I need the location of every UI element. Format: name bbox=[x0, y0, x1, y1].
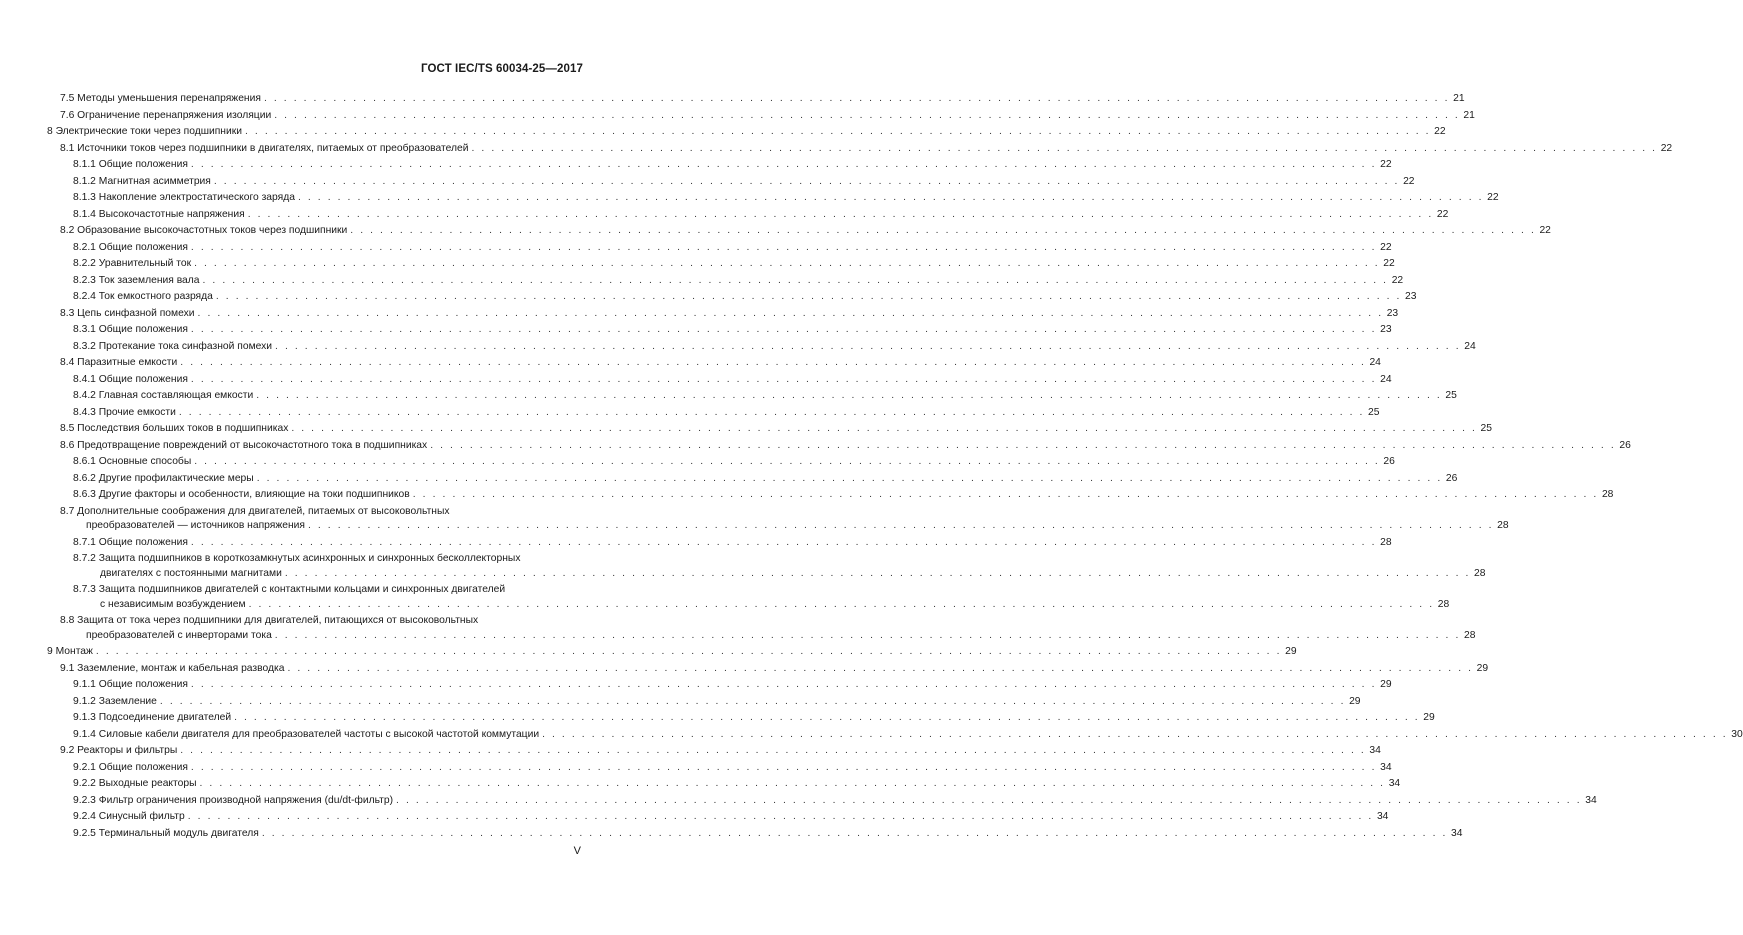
toc-entry-title: 8.6.1 Основные способы bbox=[73, 456, 192, 467]
toc-entry bbox=[0, 613, 1476, 644]
toc-entry-title: 8.3.1 Общие положения bbox=[73, 324, 188, 335]
dot-leader: . . . . . . . . . . . . . . . . . . . . . . . . . . . . . . . . . . . . . . . . . . . . . . . . . . . . . . . . . . . . . . . . . . . . . . . . . . . . . . . . . . . . . . . . . . . . . . . . . . . . . . . . . . . . . . . . . . . . . . . . bbox=[284, 567, 1471, 579]
toc-page-number: 22 bbox=[1436, 208, 1449, 220]
toc-page-number: 22 bbox=[1380, 241, 1392, 253]
toc-entry bbox=[0, 273, 1404, 290]
toc-entry-title: 9.2.3 Фильтр ограничения производной напряжения (du/dt-фильтр) bbox=[73, 794, 394, 806]
toc-entry bbox=[0, 582, 1450, 613]
toc-entry-title: 8.7 Дополнительные соображения для двигателей, питаемых от высоковольтных bbox=[60, 505, 450, 517]
dot-leader: . . . . . . . . . . . . . . . . . . . . . . . . . . . . . . . . . . . . . . . . . . . . . . . . . . . . . . . . . . . . . . . . . . . . . . . . . . . . . . . . . . . . . . . . . . . . . . . . . . . . . . . . . . . . . . . . . . . . . . . . bbox=[190, 241, 1377, 253]
toc-entry bbox=[0, 776, 1401, 793]
toc-entry-title: 9.2.4 Синусный фильтр bbox=[73, 811, 185, 822]
dot-leader: . . . . . . . . . . . . . . . . . . . . . . . . . . . . . . . . . . . . . . . . . . . . . . . . . . . . . . . . . . . . . . . . . . . . . . . . . . . . . . . . . . . . . . . . . . . . . . . . . . . . . . . . . . . . . . . . . . . . . . . . bbox=[215, 291, 1402, 302]
page-number: V bbox=[573, 845, 581, 857]
toc-page-number: 28 bbox=[1380, 536, 1392, 548]
toc-entry bbox=[0, 91, 1465, 108]
toc-entry-title: 8.4.2 Главная составляющая емкости bbox=[73, 390, 254, 401]
toc-entry-title: 8.2.4 Ток емкостного разряда bbox=[73, 291, 213, 302]
toc-page-number: 29 bbox=[1349, 695, 1361, 707]
toc-entry bbox=[0, 157, 1392, 174]
toc-page-number: 34 bbox=[1380, 761, 1392, 773]
toc-entry-title: 8.4.1 Общие положения bbox=[73, 373, 188, 385]
toc-page-number: 22 bbox=[1383, 258, 1395, 269]
toc-entry-title: 9.1.3 Подсоединение двигателей bbox=[73, 712, 232, 723]
toc-page-number: 29 bbox=[1380, 679, 1392, 690]
toc-entry-title-continuation: преобразователей — источников напряжения bbox=[86, 520, 305, 531]
toc-entry bbox=[0, 677, 1392, 694]
toc-entry-title: 8.1.1 Общие положения bbox=[73, 159, 188, 170]
toc-entry-title: 9.2.1 Общие положения bbox=[73, 761, 188, 773]
toc-entry-title: 8.2.3 Ток заземления вала bbox=[73, 274, 200, 286]
dot-leader: . . . . . . . . . . . . . . . . . . . . . . . . . . . . . . . . . . . . . . . . . . . . . . . . . . . . . . . . . . . . . . . . . . . . . . . . . . . . . . . . . . . . . . . . . . . . . . . . . . . . . . . . . . . . . . . . . . . . . . . . bbox=[256, 390, 1442, 401]
toc-entry bbox=[0, 405, 1380, 422]
toc-page-number: 34 bbox=[1585, 794, 1597, 806]
toc-entry-title: 8.3.2 Протекание тока синфазной помехи bbox=[73, 340, 273, 352]
toc-entry bbox=[0, 174, 1415, 191]
dot-leader: . . . . . . . . . . . . . . . . . . . . . . . . . . . . . . . . . . . . . . . . . . . . . . . . . . . . . . . . . . . . . . . . . . . . . . . . . . . . . . . . . . . . . . . . . . . . . . . . . . . . . . . . . . . . . . . . . . . . . . . . bbox=[213, 175, 1400, 187]
dot-leader: . . . . . . . . . . . . . . . . . . . . . . . . . . . . . . . . . . . . . . . . . . . . . . . . . . . . . . . . . . . . . . . . . . . . . . . . . . . . . . . . . . . . . . . . . . . . . . . . . . . . . . . . . . . . . . . . . . . . . . . . bbox=[190, 159, 1377, 170]
toc-entry bbox=[0, 223, 1551, 240]
document-code: ГОСТ IEC/TS 60034-25—2017 bbox=[421, 63, 583, 75]
toc-entry bbox=[0, 694, 1361, 711]
dot-leader: . . . . . . . . . . . . . . . . . . . . . . . . . . . . . . . . . . . . . . . . . . . . . . . . . . . . . . . . . . . . . . . . . . . . . . . . . . . . . . . . . . . . . . . . . . . . . . . . . . . . . . . . . . . . . . . . . . . . . . . . bbox=[199, 778, 1386, 789]
toc-entry bbox=[0, 421, 1492, 438]
toc-entry-title-continuation: двигателях с постоянными магнитами bbox=[100, 567, 282, 579]
toc-entry bbox=[0, 826, 1463, 843]
toc-entry-title: 8.7.3 Защита подшипников двигателей с контактными кольцами и синхронных двигателей bbox=[73, 584, 506, 595]
toc-entry bbox=[0, 661, 1489, 678]
toc-entry-title: 8.2.2 Уравнительный ток bbox=[73, 258, 192, 269]
toc-page-number: 22 bbox=[1380, 159, 1392, 170]
toc-entry bbox=[0, 644, 1297, 661]
toc-entry-title: 8.1.2 Магнитная асимметрия bbox=[73, 175, 211, 187]
toc-entry bbox=[0, 551, 1486, 582]
dot-leader: . . . . . . . . . . . . . . . . . . . . . . . . . . . . . . . . . . . . . . . . . . . . . . . . . . . . . . . . . . . . . . . . . . . . . . . . . . . . . . . . . . . . . . . . . . . . . . . . . . . . . . . . . . . . . . . . . . . . . . . . bbox=[180, 745, 1366, 756]
toc-entry bbox=[0, 504, 1509, 535]
dot-leader: . . . . . . . . . . . . . . . . . . . . . . . . . . . . . . . . . . . . . . . . . . . . . . . . . . . . . . . . . . . . . . . . . . . . . . . . . . . . . . . . . . . . . . . . . . . . . . . . . . . . . . . . . . . . . . . . . . . . . . . . bbox=[190, 761, 1377, 773]
toc-page-number: 21 bbox=[1453, 93, 1465, 104]
toc-entry bbox=[0, 306, 1399, 323]
toc-entry-title: 8.5 Последствия больших токов в подшипниках bbox=[60, 423, 289, 434]
toc-entry bbox=[0, 743, 1381, 760]
toc-entry-title-continuation: преобразователей с инверторами тока bbox=[86, 629, 272, 641]
toc-page-number: 26 bbox=[1445, 472, 1458, 484]
toc-entry-title: 8.6 Предотвращение повреждений от высокочастотного тока в подшипниках bbox=[60, 439, 428, 451]
toc-page-number: 28 bbox=[1497, 520, 1509, 531]
toc-entry bbox=[0, 124, 1446, 141]
toc-page-number: 22 bbox=[1487, 192, 1499, 203]
dot-leader: . . . . . . . . . . . . . . . . . . . . . . . . . . . . . . . . . . . . . . . . . . . . . . . . . . . . . . . . . . . . . . . . . . . . . . . . . . . . . . . . . . . . . . . . . . . . . . . . . . . . . . . . . . . . . . . . . . . . . . . . bbox=[187, 811, 1374, 822]
dot-leader: . . . . . . . . . . . . . . . . . . . . . . . . . . . . . . . . . . . . . . . . . . . . . . . . . . . . . . . . . . . . . . . . . . . . . . . . . . . . . . . . . . . . . . . . . . . . . . . . . . . . . . . . . . . . . . . . . . . . . . . . bbox=[430, 439, 1616, 451]
toc-entry bbox=[0, 710, 1435, 727]
toc-entry-title: 9.2 Реакторы и фильтры bbox=[60, 745, 178, 756]
toc-entry-title: 8.6.2 Другие профилактические меры bbox=[73, 472, 254, 484]
toc-page-number: 29 bbox=[1423, 712, 1435, 723]
toc-entry-title: 8.2.1 Общие положения bbox=[73, 241, 188, 253]
dot-leader: . . . . . . . . . . . . . . . . . . . . . . . . . . . . . . . . . . . . . . . . . . . . . . . . . . . . . . . . . . . . . . . . . . . . . . . . . . . . . . . . . . . . . . . . . . . . . . . . . . . . . . . . . . . . . . . . . . . . . . . . bbox=[190, 324, 1377, 335]
toc-entry bbox=[0, 471, 1458, 488]
toc-entry bbox=[0, 207, 1449, 224]
toc-entry bbox=[0, 339, 1476, 356]
toc-entry bbox=[0, 438, 1631, 455]
toc-page-number: 26 bbox=[1383, 456, 1395, 467]
toc-page-number: 22 bbox=[1660, 142, 1673, 154]
toc-entry-title: 8.7.1 Общие положения bbox=[73, 536, 188, 548]
toc-entry bbox=[0, 535, 1392, 552]
dot-leader: . . . . . . . . . . . . . . . . . . . . . . . . . . . . . . . . . . . . . . . . . . . . . . . . . . . . . . . . . . . . . . . . . . . . . . . . . . . . . . . . . . . . . . . . . . . . . . . . . . . . . . . . . . . . . . . . . . . . . . . . bbox=[95, 646, 1282, 657]
toc-page-number: 34 bbox=[1388, 778, 1401, 789]
toc-page-number: 22 bbox=[1434, 126, 1446, 137]
toc-entry bbox=[0, 487, 1614, 504]
dot-leader: . . . . . . . . . . . . . . . . . . . . . . . . . . . . . . . . . . . . . . . . . . . . . . . . . . . . . . . . . . . . . . . . . . . . . . . . . . . . . . . . . . . . . . . . . . . . . . . . . . . . . . . . . . . . . . . . . . . . . . . . bbox=[263, 93, 1450, 104]
toc-page-number: 28 bbox=[1601, 489, 1614, 500]
toc-page-number: 22 bbox=[1539, 225, 1551, 236]
toc-page-number: 29 bbox=[1476, 662, 1489, 674]
toc-entry-title: 9.1.2 Заземление bbox=[73, 695, 157, 707]
dot-leader: . . . . . . . . . . . . . . . . . . . . . . . . . . . . . . . . . . . . . . . . . . . . . . . . . . . . . . . . . . . . . . . . . . . . . . . . . . . . . . . . . . . . . . . . . . . . . . . . . . . . . . . . . . . . . . . . . . . . . . . . bbox=[542, 728, 1728, 740]
dot-leader: . . . . . . . . . . . . . . . . . . . . . . . . . . . . . . . . . . . . . . . . . . . . . . . . . . . . . . . . . . . . . . . . . . . . . . . . . . . . . . . . . . . . . . . . . . . . . . . . . . . . . . . . . . . . . . . . . . . . . . . . bbox=[261, 827, 1448, 839]
toc-entry-title: 8 Электрические токи через подшипники bbox=[47, 126, 242, 137]
toc-entry bbox=[0, 141, 1673, 158]
dot-leader: . . . . . . . . . . . . . . . . . . . . . . . . . . . . . . . . . . . . . . . . . . . . . . . . . . . . . . . . . . . . . . . . . . . . . . . . . . . . . . . . . . . . . . . . . . . . . . . . . . . . . . . . . . . . . . . . . . . . . . . . bbox=[275, 340, 1461, 352]
dot-leader: . . . . . . . . . . . . . . . . . . . . . . . . . . . . . . . . . . . . . . . . . . . . . . . . . . . . . . . . . . . . . . . . . . . . . . . . . . . . . . . . . . . . . . . . . . . . . . . . . . . . . . . . . . . . . . . . . . . . . . . . bbox=[194, 258, 1380, 269]
dot-leader: . . . . . . . . . . . . . . . . . . . . . . . . . . . . . . . . . . . . . . . . . . . . . . . . . . . . . . . . . . . . . . . . . . . . . . . . . . . . . . . . . . . . . . . . . . . . . . . . . . . . . . . . . . . . . . . . . . . . . . . . bbox=[194, 456, 1380, 467]
toc-entry bbox=[0, 454, 1395, 471]
toc-entry-title: 9.2.5 Терминальный модуль двигателя bbox=[73, 827, 259, 839]
toc-entry bbox=[0, 727, 1743, 744]
dot-leader: . . . . . . . . . . . . . . . . . . . . . . . . . . . . . . . . . . . . . . . . . . . . . . . . . . . . . . . . . . . . . . . . . . . . . . . . . . . . . . . . . . . . . . . . . . . . . . . . . . . . . . . . . . . . . . . . . . . . . . . . bbox=[234, 712, 1420, 723]
toc-page-number: 24 bbox=[1369, 357, 1381, 368]
toc-entry bbox=[0, 289, 1417, 306]
toc-entry-title: 8.8 Защита от тока через подшипники для двигателей, питающихся от высоковольтных bbox=[60, 615, 479, 626]
toc-page-number: 23 bbox=[1405, 291, 1417, 302]
dot-leader: . . . . . . . . . . . . . . . . . . . . . . . . . . . . . . . . . . . . . . . . . . . . . . . . . . . . . . . . . . . . . . . . . . . . . . . . . . . . . . . . . . . . . . . . . . . . . . . . . . . . . . . . . . . . . . . . . . . . . . . . bbox=[274, 109, 1460, 121]
dot-leader: . . . . . . . . . . . . . . . . . . . . . . . . . . . . . . . . . . . . . . . . . . . . . . . . . . . . . . . . . . . . . . . . . . . . . . . . . . . . . . . . . . . . . . . . . . . . . . . . . . . . . . . . . . . . . . . . . . . . . . . . bbox=[190, 373, 1377, 385]
toc-entry bbox=[0, 809, 1389, 826]
dot-leader: . . . . . . . . . . . . . . . . . . . . . . . . . . . . . . . . . . . . . . . . . . . . . . . . . . . . . . . . . . . . . . . . . . . . . . . . . . . . . . . . . . . . . . . . . . . . . . . . . . . . . . . . . . . . . . . . . . . . . . . . bbox=[350, 225, 1536, 236]
toc-page-number: 25 bbox=[1368, 406, 1380, 418]
toc-entry-title: 7.6 Ограничение перенапряжения изоляции bbox=[60, 109, 272, 121]
table-of-contents bbox=[0, 91, 1743, 842]
toc-page-number: 29 bbox=[1285, 646, 1297, 657]
toc-entry-title: 8.1.3 Накопление электростатического заряда bbox=[73, 192, 295, 203]
dot-leader: . . . . . . . . . . . . . . . . . . . . . . . . . . . . . . . . . . . . . . . . . . . . . . . . . . . . . . . . . . . . . . . . . . . . . . . . . . . . . . . . . . . . . . . . . . . . . . . . . . . . . . . . . . . . . . . . . . . . . . . . bbox=[202, 274, 1389, 286]
toc-entry-title: 8.2 Образование высокочастотных токов через подшипники bbox=[60, 225, 348, 236]
toc-page-number: 30 bbox=[1731, 728, 1743, 740]
toc-entry bbox=[0, 388, 1457, 405]
toc-entry bbox=[0, 256, 1395, 273]
dot-leader: . . . . . . . . . . . . . . . . . . . . . . . . . . . . . . . . . . . . . . . . . . . . . . . . . . . . . . . . . . . . . . . . . . . . . . . . . . . . . . . . . . . . . . . . . . . . . . . . . . . . . . . . . . . . . . . . . . . . . . . . bbox=[256, 472, 1443, 484]
toc-entry bbox=[0, 760, 1392, 777]
toc-entry bbox=[0, 108, 1475, 125]
toc-entry bbox=[0, 322, 1392, 339]
dot-leader: . . . . . . . . . . . . . . . . . . . . . . . . . . . . . . . . . . . . . . . . . . . . . . . . . . . . . . . . . . . . . . . . . . . . . . . . . . . . . . . . . . . . . . . . . . . . . . . . . . . . . . . . . . . . . . . . . . . . . . . . bbox=[412, 489, 1599, 500]
toc-entry-title: 7.5 Методы уменьшения перенапряжения bbox=[60, 93, 261, 104]
toc-page-number: 24 bbox=[1464, 340, 1476, 352]
dot-leader: . . . . . . . . . . . . . . . . . . . . . . . . . . . . . . . . . . . . . . . . . . . . . . . . . . . . . . . . . . . . . . . . . . . . . . . . . . . . . . . . . . . . . . . . . . . . . . . . . . . . . . . . . . . . . . . . . . . . . . . . bbox=[245, 126, 1431, 137]
dot-leader: . . . . . . . . . . . . . . . . . . . . . . . . . . . . . . . . . . . . . . . . . . . . . . . . . . . . . . . . . . . . . . . . . . . . . . . . . . . . . . . . . . . . . . . . . . . . . . . . . . . . . . . . . . . . . . . . . . . . . . . . bbox=[197, 307, 1384, 319]
toc-entry bbox=[0, 793, 1597, 810]
toc-entry-title: 9 Монтаж bbox=[47, 646, 93, 657]
toc-page-number: 23 bbox=[1386, 307, 1399, 319]
dot-leader: . . . . . . . . . . . . . . . . . . . . . . . . . . . . . . . . . . . . . . . . . . . . . . . . . . . . . . . . . . . . . . . . . . . . . . . . . . . . . . . . . . . . . . . . . . . . . . . . . . . . . . . . . . . . . . . . . . . . . . . . bbox=[190, 679, 1377, 690]
toc-entry-title: 9.1.4 Силовые кабели двигателя для преобразователей частоты с высокой частотой коммутации bbox=[73, 728, 540, 740]
toc-page-number: 21 bbox=[1463, 109, 1475, 121]
toc-page-number: 25 bbox=[1445, 390, 1457, 401]
dot-leader: . . . . . . . . . . . . . . . . . . . . . . . . . . . . . . . . . . . . . . . . . . . . . . . . . . . . . . . . . . . . . . . . . . . . . . . . . . . . . . . . . . . . . . . . . . . . . . . . . . . . . . . . . . . . . . . . . . . . . . . . bbox=[247, 208, 1434, 220]
toc-page-number: 23 bbox=[1380, 324, 1392, 335]
toc-entry bbox=[0, 372, 1392, 389]
toc-page-number: 28 bbox=[1437, 598, 1450, 610]
toc-page-number: 28 bbox=[1474, 567, 1486, 579]
toc-page-number: 34 bbox=[1451, 827, 1463, 839]
toc-entry-title-continuation: с независимым возбуждением bbox=[100, 598, 246, 610]
toc-page-number: 26 bbox=[1619, 439, 1631, 451]
dot-leader: . . . . . . . . . . . . . . . . . . . . . . . . . . . . . . . . . . . . . . . . . . . . . . . . . . . . . . . . . . . . . . . . . . . . . . . . . . . . . . . . . . . . . . . . . . . . . . . . . . . . . . . . . . . . . . . . . . . . . . . . bbox=[471, 142, 1658, 154]
toc-entry-title: 9.2.2 Выходные реакторы bbox=[73, 778, 197, 789]
toc-entry bbox=[0, 190, 1499, 207]
toc-entry-title: 8.1.4 Высокочастотные напряжения bbox=[73, 208, 245, 220]
toc-entry bbox=[0, 355, 1381, 372]
toc-page-number: 28 bbox=[1463, 629, 1476, 641]
dot-leader: . . . . . . . . . . . . . . . . . . . . . . . . . . . . . . . . . . . . . . . . . . . . . . . . . . . . . . . . . . . . . . . . . . . . . . . . . . . . . . . . . . . . . . . . . . . . . . . . . . . . . . . . . . . . . . . . . . . . . . . . bbox=[396, 794, 1582, 806]
dot-leader: . . . . . . . . . . . . . . . . . . . . . . . . . . . . . . . . . . . . . . . . . . . . . . . . . . . . . . . . . . . . . . . . . . . . . . . . . . . . . . . . . . . . . . . . . . . . . . . . . . . . . . . . . . . . . . . . . . . . . . . . bbox=[178, 406, 1365, 418]
toc-entry-title: 8.4 Паразитные емкости bbox=[60, 357, 178, 368]
dot-leader: . . . . . . . . . . . . . . . . . . . . . . . . . . . . . . . . . . . . . . . . . . . . . . . . . . . . . . . . . . . . . . . . . . . . . . . . . . . . . . . . . . . . . . . . . . . . . . . . . . . . . . . . . . . . . . . . . . . . . . . . bbox=[248, 598, 1435, 610]
dot-leader: . . . . . . . . . . . . . . . . . . . . . . . . . . . . . . . . . . . . . . . . . . . . . . . . . . . . . . . . . . . . . . . . . . . . . . . . . . . . . . . . . . . . . . . . . . . . . . . . . . . . . . . . . . . . . . . . . . . . . . . . bbox=[190, 536, 1377, 548]
dot-leader: . . . . . . . . . . . . . . . . . . . . . . . . . . . . . . . . . . . . . . . . . . . . . . . . . . . . . . . . . . . . . . . . . . . . . . . . . . . . . . . . . . . . . . . . . . . . . . . . . . . . . . . . . . . . . . . . . . . . . . . . bbox=[159, 695, 1346, 707]
dot-leader: . . . . . . . . . . . . . . . . . . . . . . . . . . . . . . . . . . . . . . . . . . . . . . . . . . . . . . . . . . . . . . . . . . . . . . . . . . . . . . . . . . . . . . . . . . . . . . . . . . . . . . . . . . . . . . . . . . . . . . . . bbox=[274, 629, 1461, 641]
dot-leader: . . . . . . . . . . . . . . . . . . . . . . . . . . . . . . . . . . . . . . . . . . . . . . . . . . . . . . . . . . . . . . . . . . . . . . . . . . . . . . . . . . . . . . . . . . . . . . . . . . . . . . . . . . . . . . . . . . . . . . . . bbox=[180, 357, 1366, 368]
toc-page-number: 22 bbox=[1391, 274, 1404, 286]
toc-entry bbox=[0, 240, 1392, 257]
dot-leader: . . . . . . . . . . . . . . . . . . . . . . . . . . . . . . . . . . . . . . . . . . . . . . . . . . . . . . . . . . . . . . . . . . . . . . . . . . . . . . . . . . . . . . . . . . . . . . . . . . . . . . . . . . . . . . . . . . . . . . . . bbox=[297, 192, 1484, 203]
dot-leader: . . . . . . . . . . . . . . . . . . . . . . . . . . . . . . . . . . . . . . . . . . . . . . . . . . . . . . . . . . . . . . . . . . . . . . . . . . . . . . . . . . . . . . . . . . . . . . . . . . . . . . . . . . . . . . . . . . . . . . . . bbox=[307, 520, 1494, 531]
toc-entry-title: 8.3 Цепь синфазной помехи bbox=[60, 307, 195, 319]
dot-leader: . . . . . . . . . . . . . . . . . . . . . . . . . . . . . . . . . . . . . . . . . . . . . . . . . . . . . . . . . . . . . . . . . . . . . . . . . . . . . . . . . . . . . . . . . . . . . . . . . . . . . . . . . . . . . . . . . . . . . . . . bbox=[287, 662, 1474, 674]
toc-page-number: 24 bbox=[1380, 373, 1392, 385]
toc-entry-title: 8.1 Источники токов через подшипники в двигателях, питаемых от преобразователей bbox=[60, 142, 469, 154]
toc-entry-title: 8.7.2 Защита подшипников в короткозамкнутых асинхронных и синхронных бесколлекторных bbox=[73, 553, 521, 564]
dot-leader: . . . . . . . . . . . . . . . . . . . . . . . . . . . . . . . . . . . . . . . . . . . . . . . . . . . . . . . . . . . . . . . . . . . . . . . . . . . . . . . . . . . . . . . . . . . . . . . . . . . . . . . . . . . . . . . . . . . . . . . . bbox=[291, 423, 1477, 434]
toc-page-number: 34 bbox=[1369, 745, 1381, 756]
toc-page-number: 22 bbox=[1403, 175, 1415, 187]
toc-entry-title: 9.1.1 Общие положения bbox=[73, 679, 188, 690]
toc-page-number: 25 bbox=[1480, 423, 1492, 434]
toc-entry-title: 8.4.3 Прочие емкости bbox=[73, 406, 176, 418]
toc-entry-title: 9.1 Заземление, монтаж и кабельная разводка bbox=[60, 662, 285, 674]
toc-entry-title: 8.6.3 Другие факторы и особенности, влияющие на токи подшипников bbox=[73, 489, 410, 500]
toc-page-number: 34 bbox=[1376, 811, 1389, 822]
